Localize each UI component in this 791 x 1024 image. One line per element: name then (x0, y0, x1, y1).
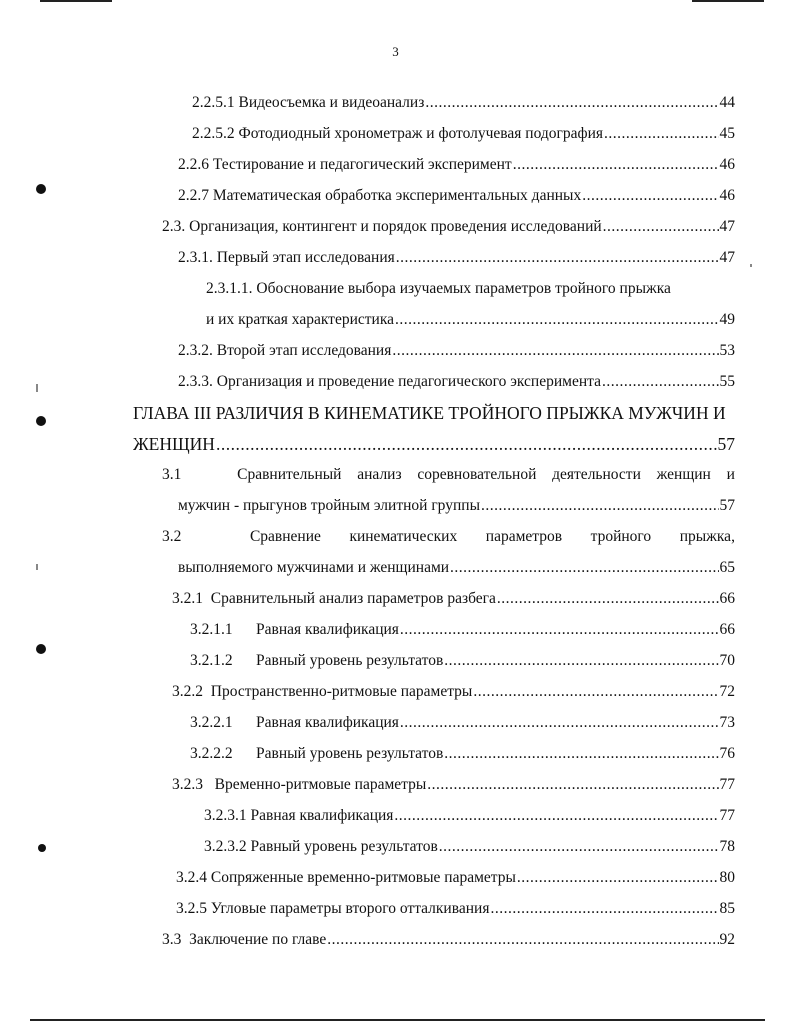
word: Сравнение (249, 528, 321, 545)
toc-entry[interactable] (192, 93, 735, 113)
toc-entry-title: 2.2.5.2 Фотодиодный хронометраж и фотолучевая подография (192, 125, 603, 142)
chapter-title: ГЛАВА III РАЗЛИЧИЯ В КИНЕМАТИКЕ ТРОЙНОГО ПРЫЖКА МУЖЧИН И (133, 403, 726, 423)
toc-entry-page: 65 (719, 559, 735, 576)
toc-entry-page: 57 (719, 497, 735, 514)
binding-hole-mark (36, 644, 46, 654)
toc-entry-page: 46 (719, 156, 735, 173)
word: кинематических (349, 528, 458, 545)
toc-entry-title: 2.3. Организация, контингент и порядок проведения исследований (162, 218, 602, 235)
dot-leader (400, 713, 719, 733)
scan-speck (750, 264, 752, 267)
toc-entry-page: 77 (719, 776, 735, 793)
dot-leader (395, 310, 718, 330)
dot-leader (604, 124, 719, 144)
bottom-edge-rule (30, 1019, 765, 1021)
section-number: 3.2.2.1 (190, 714, 233, 731)
dot-leader (396, 248, 719, 268)
toc-entry-page: 72 (719, 683, 735, 700)
toc-entry-title-continued: выполняемого мужчинами и женщинами (178, 559, 450, 576)
word: и (726, 466, 735, 483)
toc-entry-page: 85 (719, 900, 735, 917)
toc-entry-title: 3.2.3.1 Равная квалификация (204, 807, 394, 824)
dot-leader (497, 589, 719, 609)
chapter-title-continued: ЖЕНЩИН (133, 434, 215, 454)
toc-entry-title-continued: мужчин - прыгунов тройным элитной группы (178, 497, 480, 514)
word: Сравнительный (237, 466, 342, 483)
toc-entry[interactable] (178, 372, 735, 392)
toc-entry[interactable] (204, 806, 735, 826)
top-edge-rule-right (692, 0, 764, 2)
toc-entry-page: 55 (719, 373, 735, 390)
toc-entry-title-continued: и их краткая характеристика (206, 311, 395, 328)
word: анализ (357, 466, 402, 483)
toc-entry[interactable] (172, 775, 735, 795)
toc-entry-page: 92 (719, 931, 735, 948)
toc-entry-page: 80 (719, 869, 735, 886)
toc-entry-title: 2.2.5.1 Видеосъемка и видеоанализ (192, 94, 425, 111)
toc-entry-title: 3.2.5 Угловые параметры второго отталкивания (176, 900, 490, 917)
dot-leader (513, 155, 719, 175)
top-edge-rule-left (40, 0, 112, 2)
toc-entry-title: 2.3.2. Второй этап исследования (178, 342, 392, 359)
section-number: 3.1 (162, 466, 182, 483)
toc-entry-line[interactable] (162, 465, 735, 485)
toc-entry[interactable] (190, 620, 735, 640)
dot-leader (327, 930, 718, 950)
toc-entry-page: 66 (719, 621, 735, 638)
toc-entry-title: 2.3.1. Первый этап исследования (178, 249, 395, 266)
toc-entry[interactable] (192, 124, 735, 144)
toc-entry[interactable] (190, 744, 735, 764)
toc-entry-page: 47 (719, 218, 735, 235)
toc-entry-title: Равная квалификация (256, 621, 399, 638)
dot-leader (444, 651, 718, 671)
dot-leader (425, 93, 718, 113)
word: деятельности (552, 466, 641, 483)
toc-entry-title: Равный уровень результатов (256, 745, 444, 762)
dot-leader (517, 868, 719, 888)
toc-entry[interactable] (190, 651, 735, 671)
toc-entry[interactable] (206, 310, 735, 330)
toc-entry-line[interactable] (162, 527, 735, 547)
toc-entry-page: 46 (719, 187, 735, 204)
dot-leader (481, 496, 719, 516)
toc-entry-title: 3.2.3.2 Равный уровень результатов (204, 838, 438, 855)
word: прыжка, (679, 528, 735, 545)
toc-entry-page: 57 (717, 434, 735, 454)
toc-entry[interactable] (190, 713, 735, 733)
dot-leader (392, 341, 718, 361)
dot-leader (394, 806, 718, 826)
word: соревновательной (417, 466, 537, 483)
toc-entry-page: 53 (719, 342, 735, 359)
toc-entry[interactable] (133, 433, 735, 455)
toc-entry-page: 73 (719, 714, 735, 731)
dot-leader (602, 372, 719, 392)
scan-speck (36, 564, 38, 570)
toc-entry-title: 2.2.6 Тестирование и педагогический эксперимент (178, 156, 512, 173)
toc-entry-title: 2.2.7 Математическая обработка экспериментальных данных (178, 187, 582, 204)
toc-entry-page: 77 (719, 807, 735, 824)
toc-entry-page: 78 (719, 838, 735, 855)
toc-entry[interactable] (204, 837, 735, 857)
toc-entry-title: 3.2.4 Сопряженные временно-ритмовые параметры (176, 869, 516, 886)
binding-hole-mark (36, 416, 46, 426)
toc-entry-page: 44 (719, 94, 735, 111)
toc-entry-title: 3.2.1 Сравнительный анализ параметров разбега (172, 590, 496, 607)
dot-leader (603, 217, 719, 237)
dot-leader (439, 837, 719, 857)
toc-entry-page: 47 (719, 249, 735, 266)
toc-entry-page: 45 (719, 125, 735, 142)
dot-leader (427, 775, 718, 795)
toc-entry[interactable] (176, 868, 735, 888)
binding-hole-mark (36, 184, 46, 194)
toc-entry[interactable] (178, 341, 735, 361)
toc-entry[interactable] (178, 155, 735, 175)
page-number: 3 (392, 44, 399, 59)
toc-entry-title: 2.3.1.1. Обоснование выбора изучаемых параметров тройного прыжка (206, 280, 671, 297)
binding-hole-mark (38, 844, 46, 852)
dot-leader (490, 899, 718, 919)
section-number: 3.2.2.2 (190, 745, 233, 762)
toc-entry-line[interactable] (206, 279, 735, 299)
dot-leader (473, 682, 718, 702)
dot-leader (450, 558, 718, 578)
toc-entry[interactable] (162, 217, 735, 237)
section-number: 3.2.1.2 (190, 652, 233, 669)
toc-entry-page: 66 (719, 590, 735, 607)
word: женщин (656, 466, 711, 483)
section-number: 3.2 (162, 528, 182, 545)
toc-entry[interactable] (178, 248, 735, 268)
toc-entry-page: 49 (719, 311, 735, 328)
chapter-heading[interactable] (133, 402, 726, 424)
toc-entry[interactable] (172, 682, 735, 702)
section-number: 3.2.1.1 (190, 621, 233, 638)
word: тройного (590, 528, 652, 545)
toc-entry[interactable] (178, 186, 735, 206)
toc-entry[interactable] (172, 589, 735, 609)
toc-entry-title: 2.3.3. Организация и проведение педагогического эксперимента (178, 373, 601, 390)
toc-entry-page: 70 (719, 652, 735, 669)
dot-leader (444, 744, 718, 764)
toc-entry-title: Равный уровень результатов (256, 652, 444, 669)
word: параметров (485, 528, 563, 545)
scan-speck (36, 384, 38, 392)
dot-leader (400, 620, 719, 640)
toc-entry[interactable] (176, 899, 735, 919)
dot-leader (216, 433, 717, 455)
toc-entry-title: 3.3 Заключение по главе (162, 931, 327, 948)
toc-entry[interactable] (162, 930, 735, 950)
toc-entry[interactable] (178, 558, 735, 578)
toc-entry-title: 3.2.3 Временно-ритмовые параметры (172, 776, 427, 793)
dot-leader (582, 186, 718, 206)
toc-entry-page: 76 (719, 745, 735, 762)
toc-entry[interactable] (178, 496, 735, 516)
toc-entry-title: 3.2.2 Пространственно-ритмовые параметры (172, 683, 473, 700)
toc-entry-title: Равная квалификация (256, 714, 399, 731)
